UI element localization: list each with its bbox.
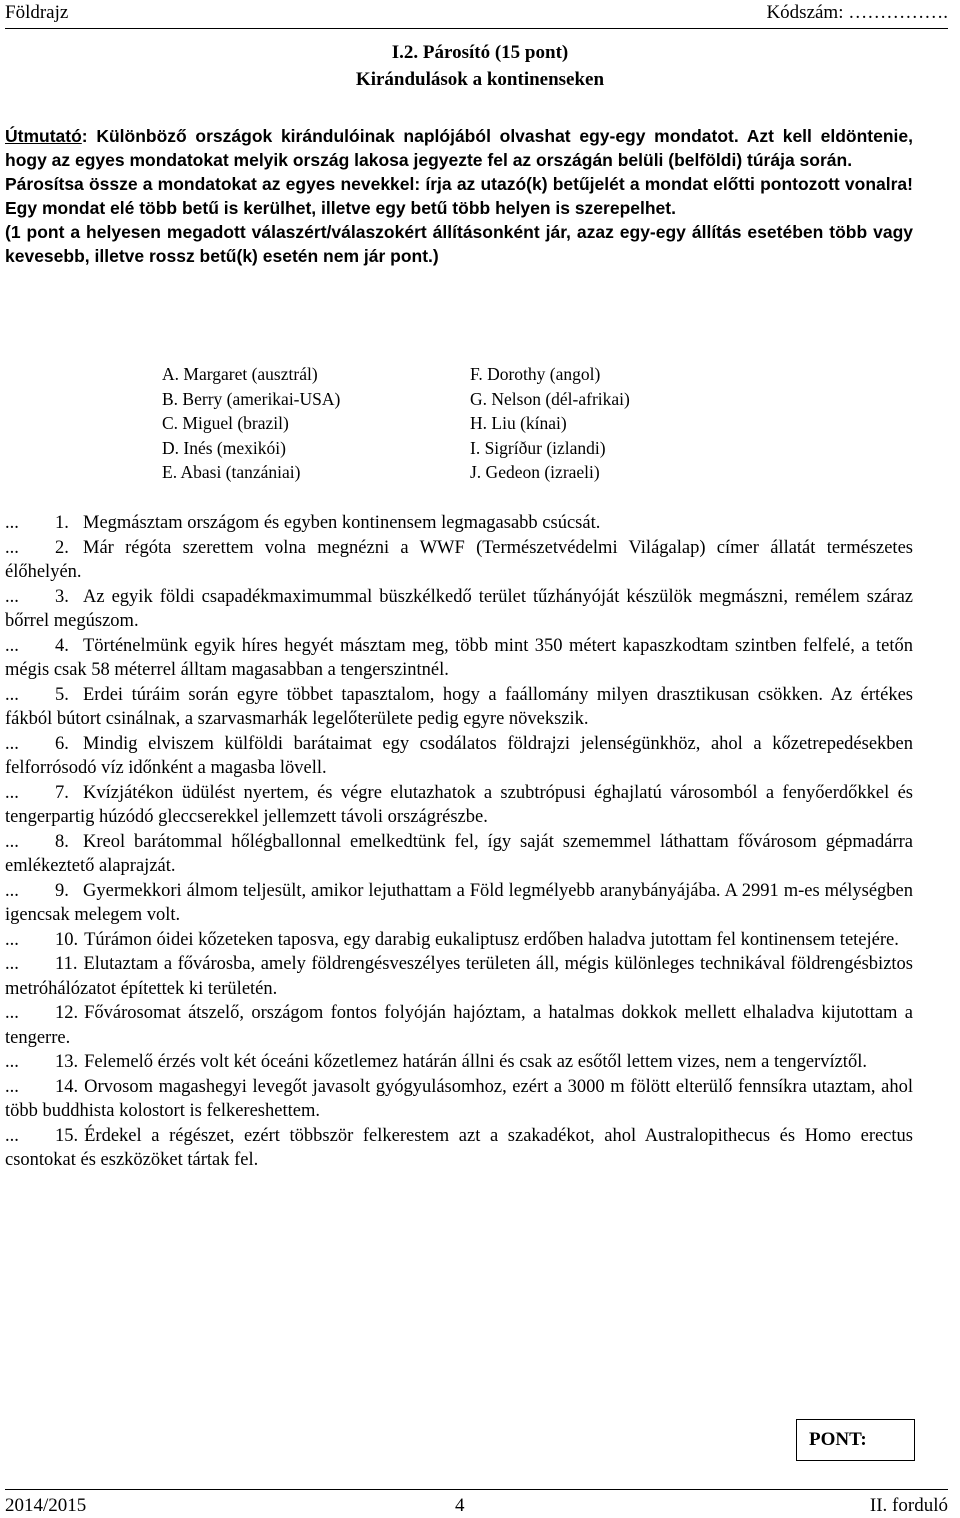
answer-blank[interactable]: ... <box>5 537 19 558</box>
school-year: 2014/2015 <box>5 1495 87 1516</box>
statement-text: Gyermekkori álmom teljesült, amikor lejuthattam a Föld legmélyebb aranybányájába. A 2991 m-es mélységben igencsak melegem volt. <box>5 880 913 925</box>
statement-item <box>5 683 913 732</box>
task-title: I.2. Párosító (15 pont) <box>391 42 569 63</box>
statement-number: 4. <box>55 635 69 656</box>
statement-item <box>5 781 913 830</box>
statement-item <box>5 879 913 928</box>
statement-number: 15. <box>55 1125 79 1146</box>
statement-text: Kvízjátékon üdülést nyertem, és végre elutazhatok a szubtrópusi éghajlatú városomból a fenyőerdőkkel és tengerpartig húzódó gleccserekkel jellemzett távoli országrészbe. <box>5 782 913 827</box>
name-option: E. Abasi (tanzániai) <box>162 462 301 483</box>
instructions-p1: Különböző országok kirándulóinak naplójából olvashat egy-egy mondatot. Azt kell eldöntenie, hogy az egyes mondatokat melyik ország lakosa jegyezte fel az országán belüli (belföldi) túrája során. <box>5 126 913 170</box>
instructions <box>5 124 913 268</box>
instructions-intro: Útmutató: Különböző országok kirándulóinak naplójából olvashat egy-egy mondatot. Azt kell eldöntenie, hogy az egyes mondatokat melyik ország lakosa jegyezte fel az országán belüli (belföldi) túrája során. <box>5 126 913 170</box>
instructions-p2: Párosítsa össze a mondatokat az egyes nevekkel: írja az utazó(k) betűjelét a mondat előtti pontozott vonalra! Egy mondat elé több betű is kerülhet, illetve egy betű több helyen is szerepelhet. <box>5 174 913 218</box>
statement-text: Mindig elviszem külföldi barátaimat egy csodálatos földrajzi jelenségünkhöz, ahol a kőzetrepedésekben felforrósodó víz időnként a magasba lövell. <box>5 733 913 778</box>
statement-number: 10. <box>55 929 79 950</box>
statement-item <box>5 1124 913 1173</box>
statement-text: Megmásztam országom és egyben kontinensem legmagasabb csúcsát. <box>83 513 601 533</box>
statement-number: 13. <box>55 1052 79 1072</box>
statement-item <box>5 511 913 536</box>
answer-blank[interactable]: ... <box>5 684 19 705</box>
statement-text: Már régóta szerettem volna megnézni a WWF (Természetvédelmi Világalap) címer állatát természetes élőhelyén. <box>5 537 913 582</box>
points-label: PONT: <box>809 1429 867 1450</box>
answer-blank[interactable]: ... <box>5 733 19 754</box>
statement-text: Elutaztam a fővárosba, amely földrengésveszélyes területen áll, mégis különleges technikával földrengésbiztos metróhálózatot építettek ki területén. <box>5 954 913 999</box>
statement-item <box>5 732 913 781</box>
instructions-label: Útmutató <box>5 126 82 146</box>
statement-text: Felemelő érzés volt két óceáni kőzetlemez határán állni és csak az esőtől lettem vizes, nem a tengervíztől. <box>84 1052 867 1072</box>
name-option: F. Dorothy (angol) <box>470 364 601 384</box>
statement-item <box>5 928 913 953</box>
statement-text: Érdekel a régészet, ezért többször felkerestem azt a szakadékot, ahol Australopithecus és Homo erectus csontokat és eszközöket tártak fel. <box>5 1125 913 1170</box>
round-label: II. forduló <box>869 1495 948 1516</box>
name-option: D. Inés (mexikói) <box>162 437 286 458</box>
names-list-right <box>470 362 630 485</box>
statement-text: Kreol barátommal hőlégballonnal emelkedtünk fel, így saját szememmel láthattam fővárosom gépmadárra emlékeztető alaprajzát. <box>5 831 913 876</box>
statement-text: Fővárosomat átszelő, országom fontos folyóján hajóztam, a hatalmas dokkok mellett elhaladva kijutottam a tengerre. <box>5 1003 913 1048</box>
answer-blank[interactable]: ... <box>5 586 19 607</box>
statement-item <box>5 1001 913 1050</box>
statement-number: 8. <box>55 831 69 852</box>
statement-number: 7. <box>55 782 69 803</box>
name-option: C. Miguel (brazil) <box>162 413 289 434</box>
statement-item <box>5 634 913 683</box>
name-option: H. Liu (kínai) <box>470 413 567 434</box>
page-number: 4 <box>455 1495 465 1516</box>
page-footer <box>5 1489 948 1516</box>
statement-number: 3. <box>55 586 69 607</box>
answer-blank[interactable]: ... <box>5 782 19 803</box>
statement-number: 2. <box>55 537 69 558</box>
statement-item <box>5 585 913 634</box>
instructions-p3: (1 pont a helyesen megadott válaszért/válaszokért állításonként jár, azaz egy-egy állítás esetében több vagy kevesebb, illetve rossz betű(k) esetén nem jár pont.) <box>5 222 913 266</box>
statement-text: Történelmünk egyik híres hegyét másztam meg, több mint 350 métert kapaszkodtam szintben felfelé, a tetőn mégis csak 58 méterrel álltam magasabban a tengerszintnél. <box>5 635 913 680</box>
answer-blank[interactable]: ... <box>5 513 19 533</box>
statement-item <box>5 1075 913 1124</box>
answer-blank[interactable]: ... <box>5 635 19 656</box>
points-box[interactable] <box>796 1419 915 1461</box>
page-header <box>5 0 948 29</box>
answer-blank[interactable]: ... <box>5 1076 19 1097</box>
statement-number: 12. <box>55 1003 79 1023</box>
statement-number: 6. <box>55 733 69 754</box>
code-field: Kódszám: ……………. <box>766 2 948 23</box>
statement-number: 1. <box>55 513 69 533</box>
statement-number: 11. <box>55 954 78 974</box>
statement-number: 9. <box>55 880 69 901</box>
answer-blank[interactable]: ... <box>5 1125 19 1146</box>
name-option: B. Berry (amerikai-USA) <box>162 388 341 409</box>
answer-blank[interactable]: ... <box>5 1052 19 1072</box>
statement-item <box>5 952 913 1001</box>
answer-blank[interactable]: ... <box>5 929 19 950</box>
statement-item <box>5 1050 913 1075</box>
answer-blank[interactable]: ... <box>5 954 19 974</box>
answer-blank[interactable]: ... <box>5 1003 19 1023</box>
statement-text: Orvosom magashegyi levegőt javasolt gyógyulásomhoz, ezért a 3000 m fölött elterülő fennsíkra utaztam, ahol több buddhista kolostort is felkereshettem. <box>5 1076 913 1121</box>
answer-blank[interactable]: ... <box>5 831 19 852</box>
statement-item <box>5 536 913 585</box>
name-option: A. Margaret (ausztrál) <box>162 364 318 384</box>
name-option: G. Nelson (dél-afrikai) <box>470 388 630 409</box>
name-option: J. Gedeon (izraeli) <box>470 462 600 483</box>
name-option: I. Sigríður (izlandi) <box>470 437 606 458</box>
statement-text: Az egyik földi csapadékmaximummal büszkélkedő terület tűzhányóját készülök megmászni, remélem száraz bőrrel megúszom. <box>5 586 913 631</box>
subject-label: Földrajz <box>5 2 69 23</box>
statement-list <box>5 511 913 1173</box>
answer-blank[interactable]: ... <box>5 880 19 901</box>
statement-number: 14. <box>55 1076 79 1097</box>
statement-item <box>5 830 913 879</box>
names-list-left <box>162 362 340 485</box>
statement-number: 5. <box>55 684 69 705</box>
task-subtitle: Kirándulások a kontinenseken <box>355 69 605 90</box>
statement-text: Túrámon óidei kőzeteken taposva, egy darabig eukaliptusz erdőben haladva jutottam fel kontinensem tetejére. <box>84 929 899 950</box>
statement-text: Erdei túráim során egyre többet tapasztalom, hogy a faállomány milyen drasztikusan csökken. Az értékes fákból bútort csinálnak, a szarvasmarhák legelőterülete pedig egyre növekszik. <box>5 684 913 729</box>
